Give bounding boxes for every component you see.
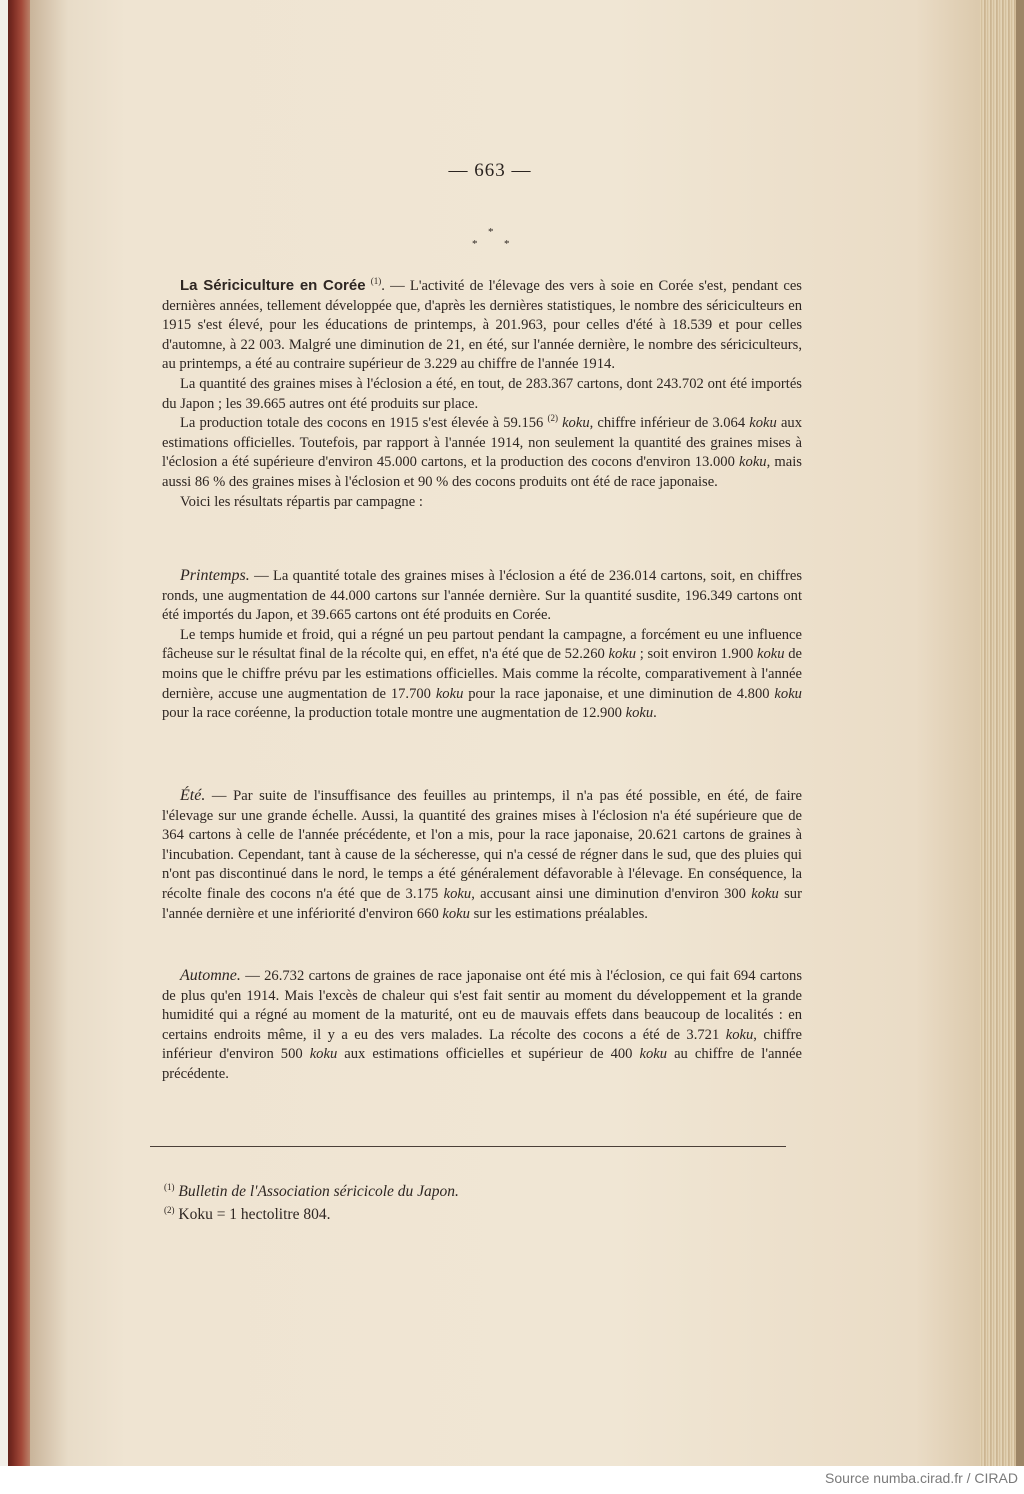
intro-text: . — L'activité de l'élevage des vers à soie en Corée s'est, pendant ces dernières années, tellement développée que, d'après les dernières statistiques, le nombre des sériciculteurs en 1915 s'est élevé, pour les éducations de printemps, à 201.963, pour celles d'été à 18.539 et pour celles d'automne, à 22 003. Malgré une diminution de 21, en été, sur l'année dernière, le nombre des sériciculteurs, au printemps, a été au contraire supérieur de 3.229 au chiffre de l'année 1914. — [162, 278, 802, 373]
printemps-text-d: pour la race japonaise, et une diminution de 4.800 — [468, 685, 770, 702]
left-margin-strip — [0, 0, 8, 1466]
automne-paragraph — [162, 966, 802, 1085]
koku-unit: koku — [639, 1046, 668, 1063]
source-credit: Source numba.cirad.fr / CIRAD — [825, 1470, 1018, 1486]
intro-section — [162, 276, 802, 512]
printemps-paragraph — [162, 566, 802, 626]
footnote-ref-2: (2) — [547, 413, 558, 424]
automne-section — [162, 966, 802, 1085]
asterism-star-top: * — [488, 226, 494, 238]
automne-text-d: au chiffre de l'année précédente. — [162, 1046, 802, 1082]
koku-unit: koku — [443, 885, 472, 902]
ete-text-d: sur les estimations préalables. — [473, 905, 648, 922]
production-text-b: , chiffre inférieur de 3.064 — [589, 415, 746, 432]
asterism-separator — [460, 226, 520, 256]
koku-unit: koku — [608, 646, 637, 663]
footnote-divider — [150, 1146, 786, 1147]
article-title: La Sériciculture en Corée — [180, 277, 366, 294]
footnotes — [164, 1180, 784, 1226]
footnote-2-text: Koku = 1 hectolitre 804. — [178, 1206, 331, 1223]
automne-text-c: aux estimations officielles et supérieur de 400 — [344, 1046, 633, 1063]
koku-unit: koku — [739, 454, 767, 471]
asterism-star-left: * — [472, 238, 478, 250]
production-text-a: La production totale des cocons en 1915 s'est élevée à 59.156 — [180, 415, 544, 432]
footnote-ref-1: (1) — [370, 276, 382, 287]
automne-text-b: , chiffre inférieur d'environ 500 — [162, 1026, 803, 1063]
page-stack-edges — [980, 0, 1024, 1466]
production-text-c: aux estimations officielles. Toutefois, par rapport à l'année 1914, non seulement la quantité des graines mises à l'éclosion a été supérieure d'environ 45.000 cartons, et la production des cocons d'environ 13.000 — [162, 415, 803, 471]
ete-text-c: sur l'année dernière et une infériorité d'environ 660 — [162, 885, 802, 922]
koku-unit: koku — [756, 646, 785, 663]
koku-unit: koku — [562, 415, 590, 432]
book-page — [30, 0, 992, 1466]
printemps-text-a: Le temps humide et froid, qui a régné un peu partout pendant la campagne, a forcément eu une influence fâcheuse sur le résultat final de la récolte qui, en effet, n'a été que de 52.260 — [162, 626, 802, 663]
printemps-text-c: de moins que le chiffre prévu par les estimations officielles. Mais comme la récolte, comparativement à l'année dernière, accuse une augmentation de 17.700 — [162, 646, 803, 702]
graines-paragraph: La quantité des graines mises à l'éclosion a été, en tout, de 283.367 cartons, dont 243.702 ont été importés du Japon ; les 39.665 autres ont été produits sur place. — [162, 375, 802, 412]
campaign-intro: Voici les résultats répartis par campagne : — [180, 493, 423, 510]
printemps-section — [162, 566, 802, 724]
page-number: — 663 — — [448, 160, 532, 181]
printemps-text: — La quantité totale des graines mises à l'éclosion a été de 236.014 cartons, soit, en chiffres ronds, une augmentation de 44.000 cartons sur l'année dernière. Sur la quantité susdite, 196.349 cartons ont été importés du Japon, et 39.665 cartons ont été produits en Corée. — [162, 568, 802, 624]
koku-unit: koku — [625, 705, 654, 722]
automne-text-a: — 26.732 cartons de graines de race japonaise ont été mis à l'éclosion, ce qui fait 694 cartons de plus qu'en 1914. Mais l'excès de chaleur qui s'est fait sentir au moment du développement et la grande humidité qui a régné au moment de la maturité, ont eu de mauvais effets dans beaucoup de localités : en certains endroits même, il y a eu des vers malades. La récolte des cocons a été de 3.721 — [162, 968, 802, 1043]
intro-paragraph — [162, 276, 802, 375]
koku-unit: koku — [749, 415, 777, 432]
production-paragraph — [162, 414, 802, 492]
footnote-1-ref: (1) — [164, 1181, 175, 1192]
footnote-2-ref: (2) — [164, 1204, 175, 1215]
footnote-1 — [164, 1180, 784, 1203]
production-text-d: , mais aussi 86 % des graines mises à l'éclosion et 90 % des cocons produits ont été de race japonaise. — [162, 454, 802, 490]
footnote-2 — [164, 1203, 784, 1226]
koku-unit: koku — [435, 685, 464, 702]
ete-paragraph — [162, 786, 802, 924]
printemps-weather-paragraph: Le temps humide et froid, qui a régné un peu partout pendant la campagne, a forcément eu une influence fâcheuse sur le résultat final de la récolte qui, en effet, n'a été que de 52.260 koku ; soit environ 1.900 koku de moins que le chiffre prévu par les estimations officielles. Mais comme la récolte, comparativement à l'année dernière, accuse une augmentation de 17.700 koku pour la race japonaise, et une diminution de 4.800 koku pour la race coréenne, la production totale montre une augmentation de 12.900 koku. — [162, 626, 803, 722]
ete-heading: Été. — [180, 787, 206, 804]
ete-section — [162, 786, 802, 924]
printemps-text-b: ; soit environ 1.900 — [636, 646, 754, 663]
koku-unit: koku — [774, 685, 802, 702]
koku-unit: koku — [442, 905, 470, 922]
ete-text-a: — Par suite de l'insuffisance des feuilles au printemps, il n'a pas été possible, en été, de faire l'élevage sur une grande échelle. Aussi, la quantité des graines mises à l'éclosion n'a été supérieure que de 364 cartons à celle de l'année précédente, et l'on a mis, pour la race japonaise, 20.621 cartons de graines à l'incubation. Cependant, tant à cause de la sécheresse, qui n'a cessé de régner dans le sud, que des pluies qui n'ont pas discontinué dans le nord, le temps a été généralement défavorable à l'élevage. En conséquence, la récolte finale des cocons n'a été que de 3.175 — [162, 788, 802, 902]
footnote-1-text: Bulletin de l'Association séricicole du Japon. — [178, 1183, 459, 1200]
ete-text-b: , accusant ainsi une diminution d'environ 300 — [471, 885, 746, 902]
koku-unit: koku — [751, 885, 779, 902]
printemps-heading: Printemps. — [180, 567, 250, 584]
printemps-text-e: pour la race coréenne, la production totale montre une augmentation de 12.900 — [162, 705, 622, 722]
koku-unit: koku — [725, 1026, 754, 1043]
asterism-star-right: * — [504, 238, 510, 250]
koku-unit: koku — [309, 1046, 338, 1063]
automne-heading: Automne. — [180, 967, 241, 984]
